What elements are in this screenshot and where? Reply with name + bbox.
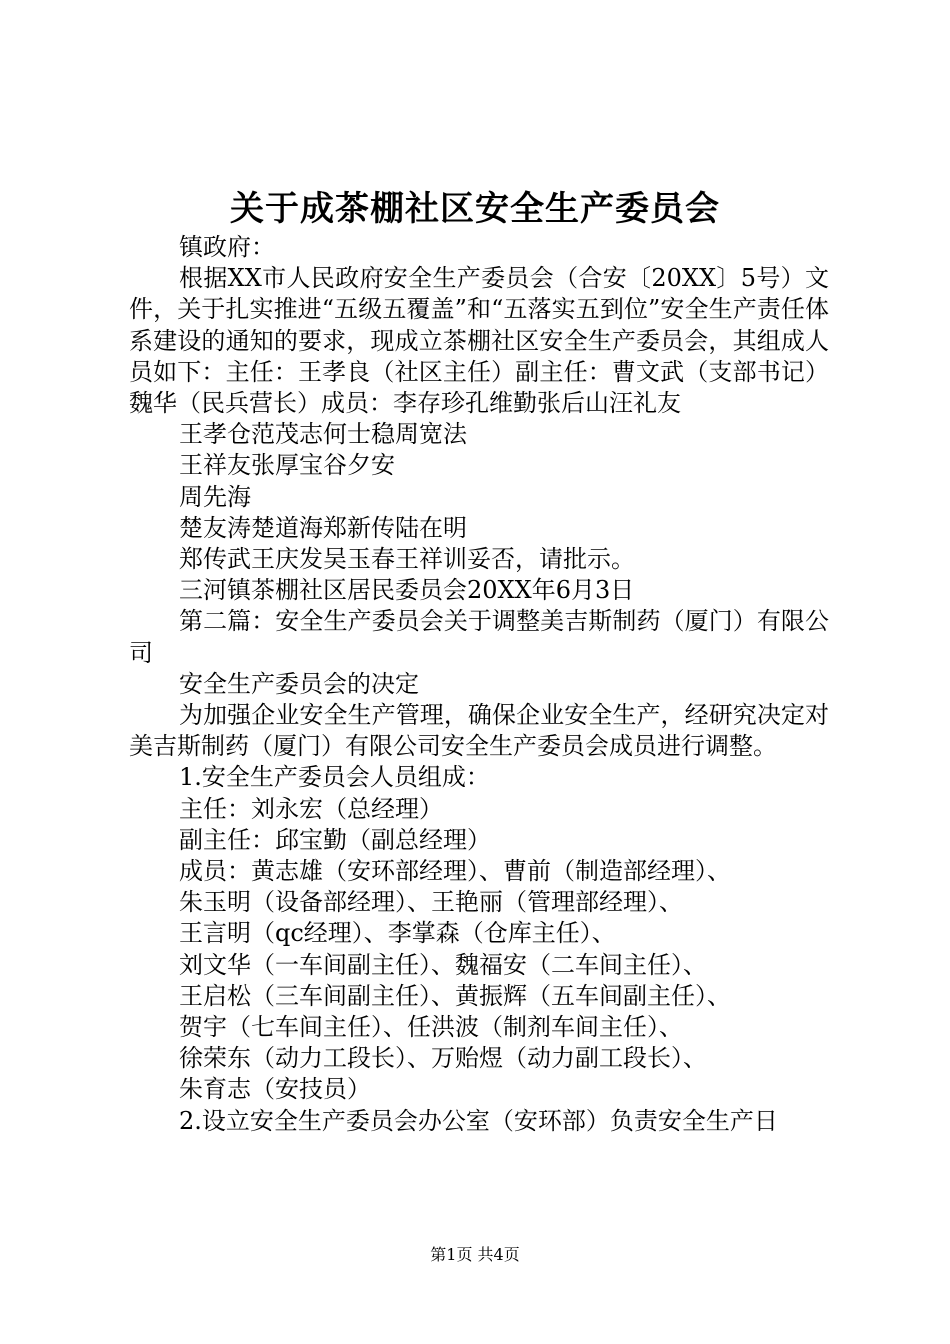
paragraph-decision: 为加强企业安全生产管理，确保企业安全生产，经研究决定对美吉斯制药（厦门）有限公司安全生产委员会成员进行调整。 <box>129 701 829 761</box>
list-item: 王启松（三车间副主任）、黄振辉（五车间副主任）、 <box>179 981 731 1010</box>
list-item: 朱玉明（设备部经理）、王艳丽（管理部经理）、 <box>179 888 683 917</box>
member-line: 楚友涛楚道海郑新传陆在明 <box>179 513 467 542</box>
member-line: 郑传武王庆发吴玉春王祥训妥否，请批示。 <box>179 545 635 574</box>
page-number-footer: 第1页 共4页 <box>430 1245 520 1264</box>
list-item: 王言明（qc经理）、李掌森（仓库主任）、 <box>179 919 616 948</box>
document-body <box>129 232 829 1137</box>
section-heading: 第二篇：安全生产委员会关于调整美吉斯制药（厦门）有限公司 <box>129 607 829 667</box>
list-heading: 1.安全生产委员会人员组成： <box>179 763 490 792</box>
list-item: 成员：黄志雄（安环部经理）、曹前（制造部经理）、 <box>179 857 731 886</box>
member-line: 周先海 <box>179 482 251 511</box>
list-item: 刘文华（一车间副主任）、魏福安（二车间主任）、 <box>179 950 707 979</box>
list-item: 贺宇（七车间主任）、任洪波（制剂车间主任）、 <box>179 1013 683 1042</box>
list-item: 朱育志（安技员） <box>179 1075 371 1104</box>
list-heading: 2.设立安全生产委员会办公室（安环部）负责安全生产日 <box>179 1106 778 1135</box>
section-subheading: 安全生产委员会的决定 <box>179 669 419 698</box>
list-item: 主任：刘永宏（总经理） <box>179 794 443 823</box>
list-item: 副主任：邱宝勤（副总经理） <box>179 825 491 854</box>
list-item: 徐荣东（动力工段长）、万贻煜（动力副工段长）、 <box>179 1044 707 1073</box>
member-line: 王祥友张厚宝谷夕安 <box>179 451 395 480</box>
paragraph-notice: 根据XX市人民政府安全生产委员会（合安〔20XX〕5号）文件，关于扎实推进“五级五覆盖”和“五落实五到位”安全生产责任体系建设的通知的要求，现成立茶棚社区安全生产委员会，其组成人员如下：主任：王孝良（社区主任）副主任：曹文武（支部书记）魏华（民兵营长）成员：李存珍孔维勤张后山汪礼友 <box>129 264 829 418</box>
signature-date: 三河镇茶棚社区居民委员会20XX年6月3日 <box>179 576 635 605</box>
salutation: 镇政府： <box>179 233 275 261</box>
document-title: 关于成茶棚社区安全生产委员会 <box>230 189 720 229</box>
member-line: 王孝仓范茂志何士稳周宽法 <box>179 420 467 449</box>
